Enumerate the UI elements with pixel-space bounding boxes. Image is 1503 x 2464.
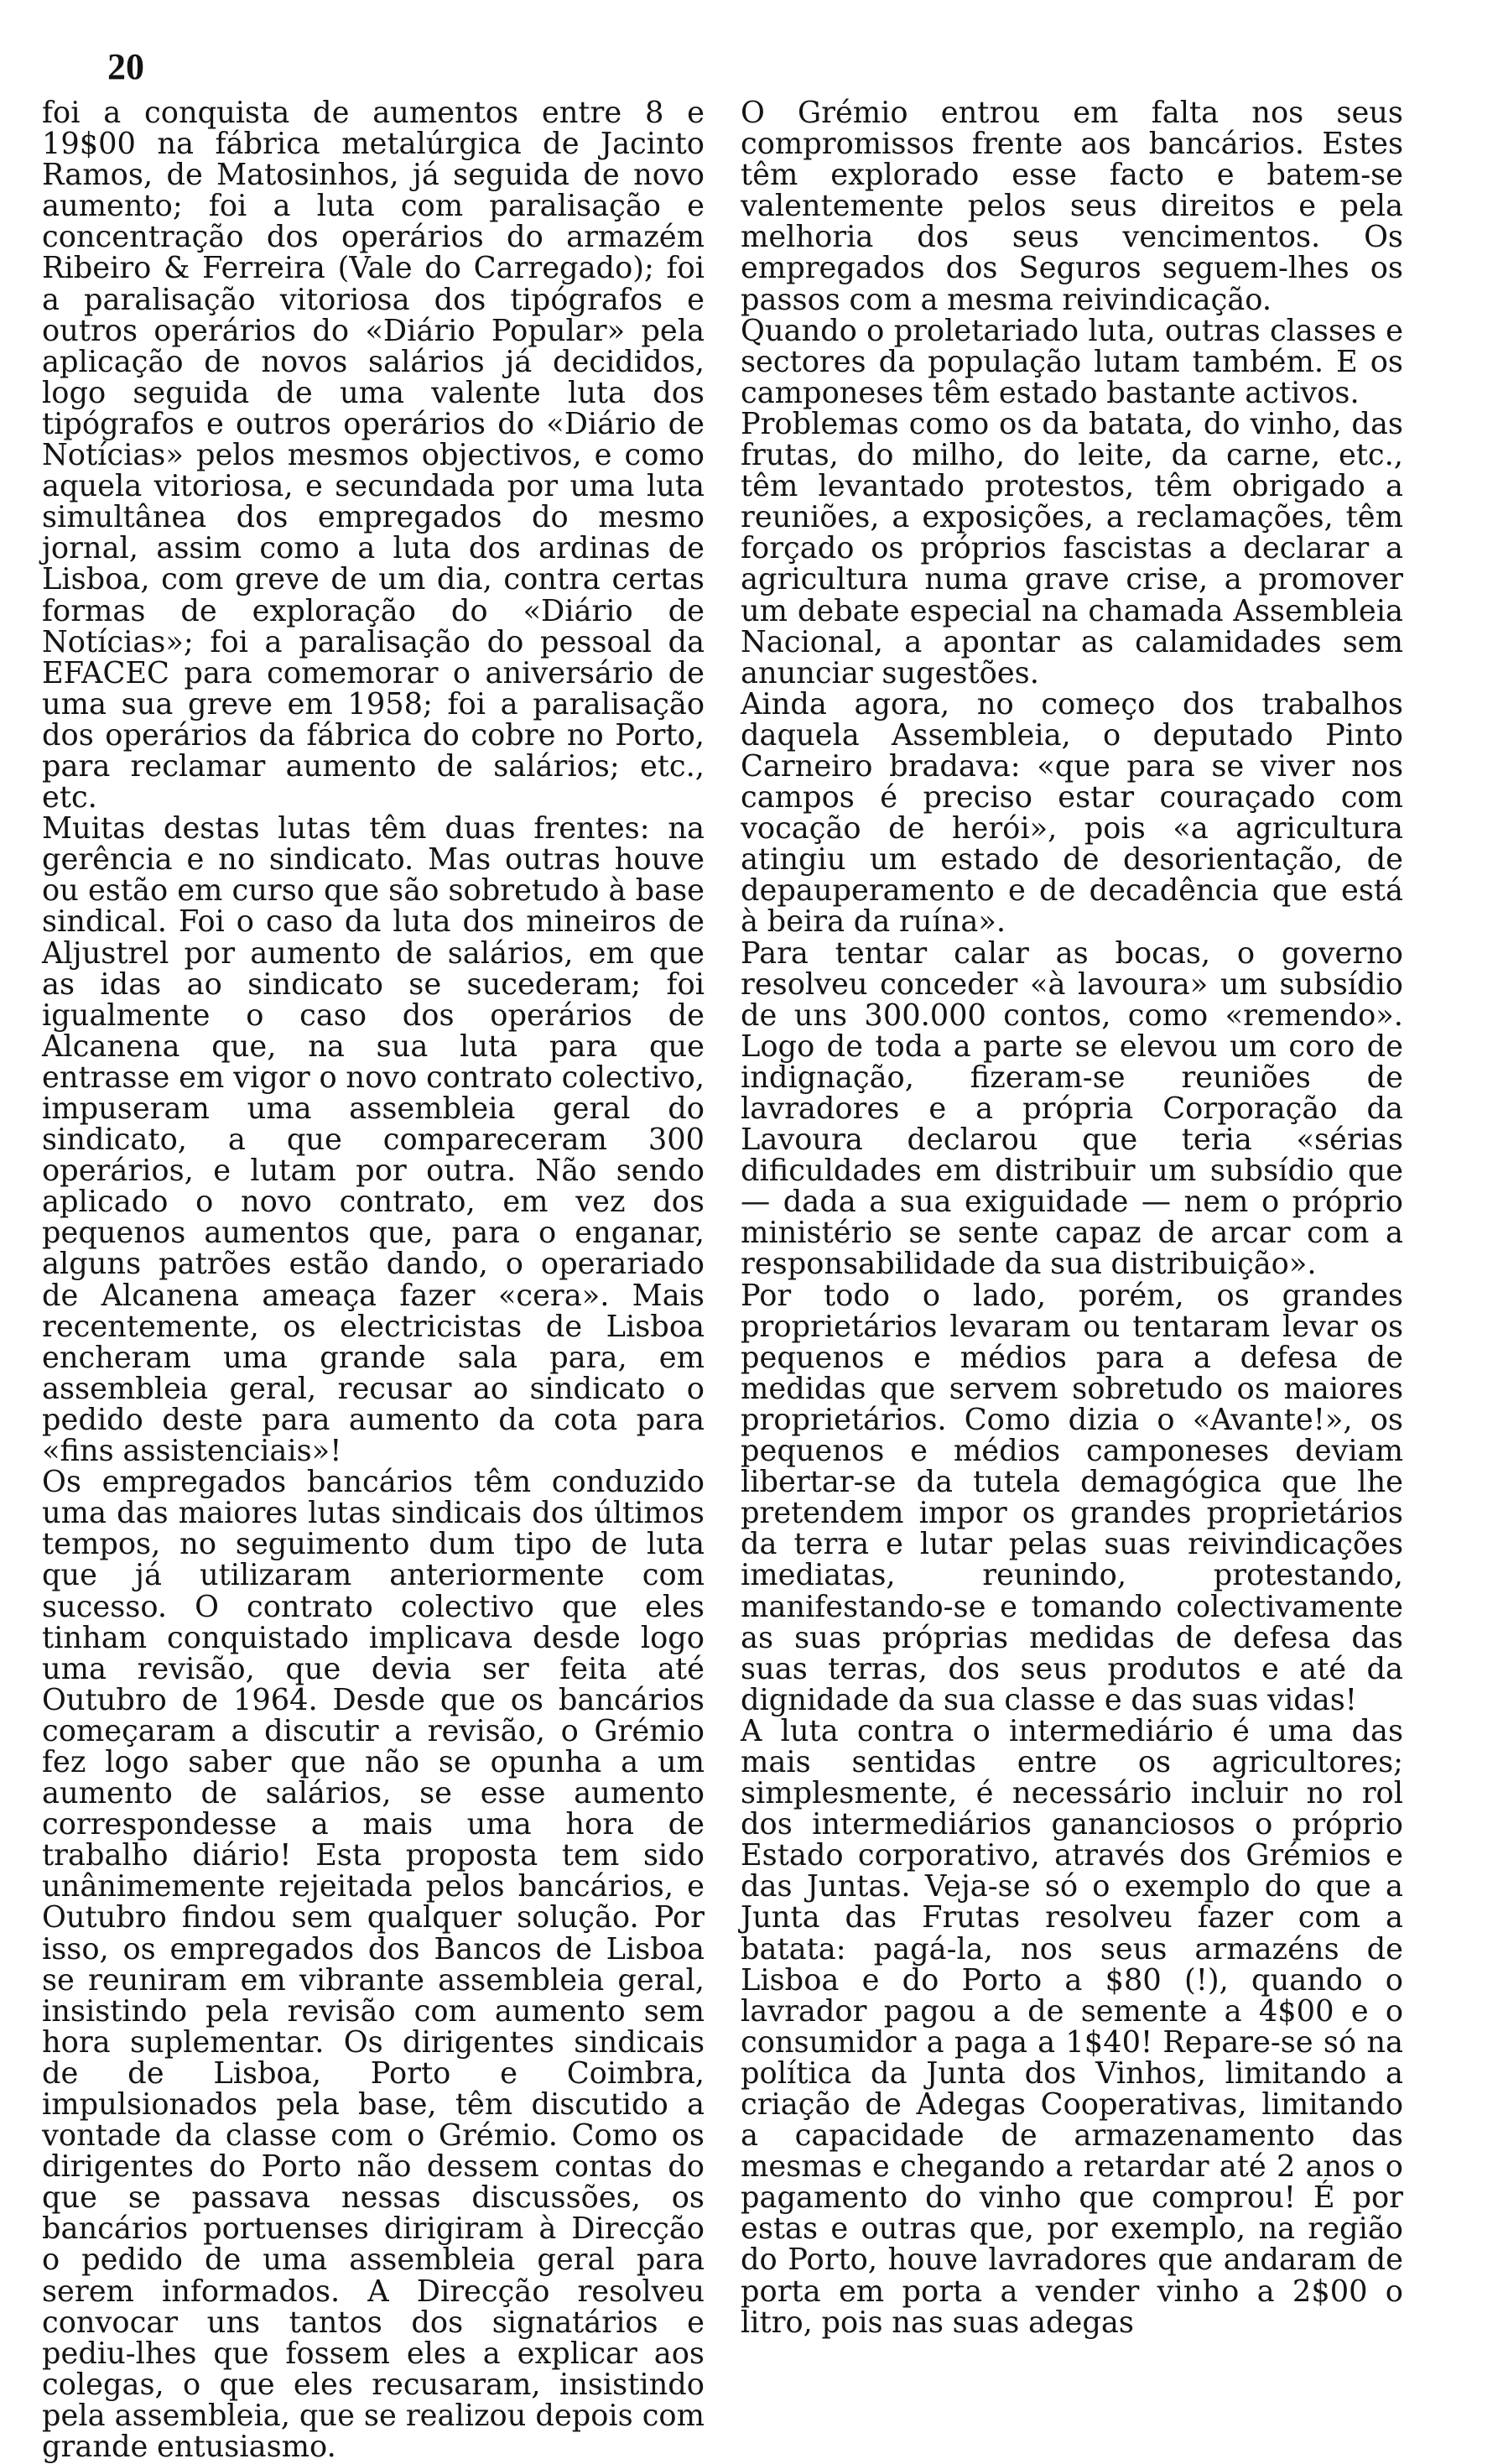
paragraph: Para tentar calar as bocas, o governo resolveu conceder «à lavoura» um subsídio de uns 300.000 contos, como «remendo». Logo de toda a parte se elevou um coro de indignação, fizeram-se reuniões de lavradores e a própria Corporação da Lavoura declarou que teria «sérias dificuldades em distribuir um subsídio que — dada a sua exiguidade — nem o próprio ministério se sente capaz de arcar com a responsabilidade da sua distribuição».: [741, 935, 1403, 1282]
paragraph: O Grémio entrou em falta nos seus compromissos frente aos bancários. Estes têm explorado esse facto e batem-se valentemente pelos seus direitos e pela melhoria dos seus vencimentos. Os empregados dos Seguros seguem-lhes os passos com a mesma reivindicação.: [741, 96, 1403, 317]
right-column: [741, 96, 1403, 2340]
page-number: 20: [107, 46, 144, 87]
paragraph: Ainda agora, no começo dos trabalhos daquela Assembleia, o deputado Pinto Carneiro bradava: «que para se viver nos campos é preciso estar couraçado com vocação de herói», pois «a agricultura atingiu um estado de desorientação, de depauperamento e de decadência que está à beira da ruína».: [741, 686, 1403, 940]
paragraph: Por todo o lado, porém, os grandes proprietários levaram ou tentaram levar os pequenos e médios para a defesa de medidas que servem sobretudo os maiores proprietários. Como dizia o «Avante!», os pequenos e médios camponeses deviam libertar-se da tutela demagógica que lhe pretendem impor os grandes proprietários da terra e lutar pelas suas reivindicações imediatas, reunindo, protestando, manifestando-se e tomando colectivamente as suas próprias medidas de defesa das suas terras, dos seus produtos e até da dignidade da sua classe e das suas vidas!: [741, 1278, 1403, 1717]
paragraph: Muitas destas lutas têm duas frentes: na gerência e no sindicato. Mas outras houve ou estão em curso que são sobretudo à base sindical. Foi o caso da luta dos mineiros de Aljustrel por aumento de salários, em que as idas ao sindicato se sucederam; foi igualmente o caso dos operários de Alcanena que, na sua luta para que entrasse em vigor o novo contrato colectivo, impuseram uma assembleia geral do sindicato, a que compareceram 300 operários, e lutam por outra. Não sendo aplicado o novo contrato, em vez dos pequenos aumentos que, para o enganar, alguns patrões estão dando, o operariado de Alcanena ameaça fazer «cera». Mais recentemente, os electricistas de Lisboa encheram uma grande sala para, em assembleia geral, recusar ao sindicato o pedido deste para aumento da cota para «fins assistenciais»!: [42, 811, 705, 1469]
paragraph: Problemas como os da batata, do vinho, das frutas, do milho, do leite, da carne, etc., têm levantado protestos, têm obrigado a reuniões, a exposições, a reclamações, têm forçado os próprios fascistas a declarar a agricultura numa grave crise, a promover um debate especial na chamada Assembleia Nacional, a apontar as calamidades sem anunciar sugestões.: [741, 406, 1403, 690]
paragraph: Os empregados bancários têm conduzido uma das maiores lutas sindicais dos últimos tempos, no seguimento dum tipo de luta que já utilizaram anteriormente com sucesso. O contrato colectivo que eles tinham conquistado implicava desde logo uma revisão, que devia ser feita até Outubro de 1964. Desde que os bancários começaram a discutir a revisão, o Grémio fez logo saber que não se opunha a um aumento de salários, se esse aumento correspondesse a mais uma hora de trabalho diário! Esta proposta tem sido unânimemente rejeitada pelos bancários, e Outubro findou sem qualquer solução. Por isso, os empregados dos Bancos de Lisboa se reuniram em vibrante assembleia geral, insistindo pela revisão com aumento sem hora suplementar. Os dirigentes sindicais de de Lisboa, Porto e Coimbra, impulsionados pela base, têm discutido a vontade da classe com o Grémio. Como os dirigentes do Porto não dessem contas do que se passava nessas discussões, os bancários portuenses dirigiram à Direcção o pedido de uma assembleia geral para serem informados. A Direcção resolveu convocar uns tantos dos signatários e pediu-lhes que fossem eles a explicar aos colegas, o que eles recusaram, insistindo pela assembleia, que se realizou depois com grande entusiasmo.: [42, 1465, 705, 2464]
paragraph: A luta contra o intermediário é uma das mais sentidas entre os agricultores; simplesmente, é necessário incluir no rol dos intermediários gananciosos o próprio Estado corporativo, através dos Grémios e das Juntas. Veja-se só o exemplo do que a Junta das Frutas resolveu fazer com a batata: pagá-la, nos seus armazéns de Lisboa e do Porto a $80 (!), quando o lavrador pagou a de semente a 4$00 e o consumidor a paga a 1$40! Repare-se só na política da Junta dos Vinhos, limitando a criação de Adegas Cooperativas, limitando a capacidade de armazenamento das mesmas e chegando a retardar até 2 anos o pagamento do vinho que comprou! É por estas e outras que, por exemplo, na região do Porto, houve lavradores que andaram de porta em porta a vender vinho a 2$00 o litro, pois nas suas adegas: [741, 1713, 1403, 2340]
paragraph: Quando o proletariado luta, outras classes e sectores da população lutam também. E os camponeses têm estado bastante activos.: [741, 313, 1403, 410]
left-column: [42, 96, 705, 2464]
paragraph: foi a conquista de aumentos entre 8 e 19$00 na fábrica metalúrgica de Jacinto Ramos, de Matosinhos, já seguida de novo aumento; foi a luta com paralisação e concentração dos operários do armazém Ribeiro & Ferreira (Vale do Carregado); foi a paralisação vitoriosa dos tipógrafos e outros operários do «Diário Popular» pela aplicação de novos salários já decididos, logo seguida de uma valente luta dos tipógrafos e outros operários do «Diário de Notícias» pelos mesmos objectivos, e como aquela vitoriosa, e secundada por uma luta simultânea dos empregados do mesmo jornal, assim como a luta dos ardinas de Lisboa, com greve de um dia, contra certas formas de exploração do «Diário de Notícias»; foi a paralisação do pessoal da EFACEC para comemorar o aniversário de uma sua greve em 1958; foi a paralisação dos operários da fábrica do cobre no Porto, para reclamar aumento de salários; etc., etc.: [42, 96, 705, 815]
